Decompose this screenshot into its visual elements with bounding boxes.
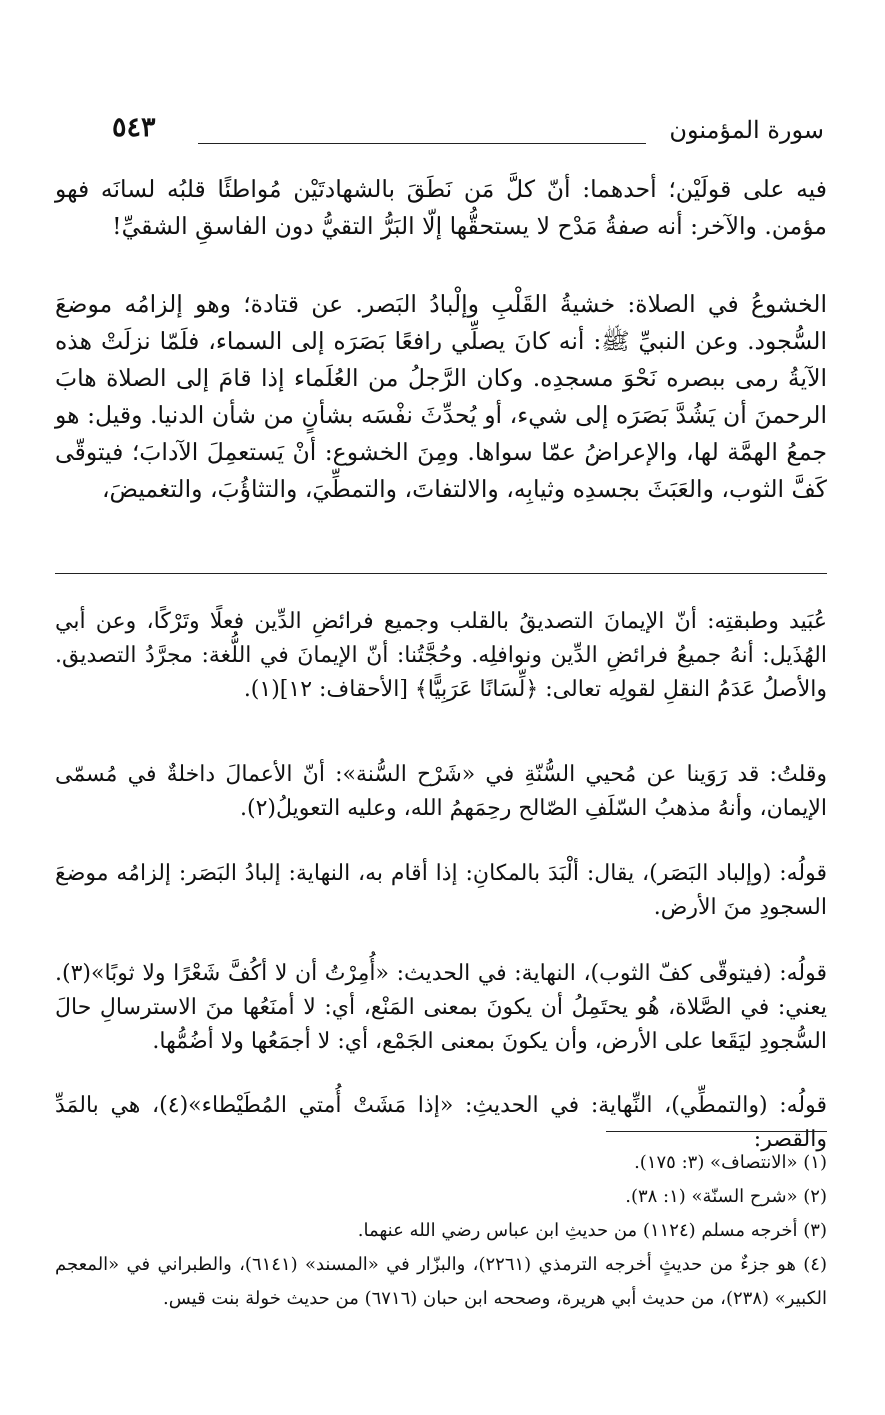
footnote-2: (٢) «شرح السنّة» (١: ٣٨). xyxy=(625,1186,827,1207)
main-text-2: الخشوعُ في الصلاة: خشيةُ القَلْبِ وإلْبادُ البَصر. عن قتادة؛ وهو إلزامُه موضعَ السُّجود. وعن النبيِّ ﷺ: أنه كانَ يصلِّي رافعًا بَصَرَه إلى السماء، فلَمّا نزلَتْ هذه الآيةُ رمى ببصره نَحْوَ مسجدِه. وكان الرَّجلُ من العُلَماء إذا قامَ إلى الصلاة هابَ الرحمنَ أن يَشُدَّ بَصَرَه إلى شيء، أو يُحدِّثَ نفْسَه بشأنٍ من شأن الدنيا. وقيل: هو جمعُ الهمَّة لها، والإعراضُ عمّا سواها. ومِنَ الخشوع: أنْ يَستعمِلَ الآدابَ؛ فيتوقّى كَفَّ الثوب، والعَبَثَ بجسدِه وثيابِه، والالتفاتَ، والتمطِّيَ، والتثاؤُبَ، والتغميضَ، xyxy=(55,290,827,503)
commentary-text-5: قولُه: (والتمطِّي)، النِّهاية: في الحديثِ: «إذا مَشَتْ أُمتي المُطَيْطاء»(٤)، هي بالمَدِّ والقصر: xyxy=(55,1093,828,1152)
footnotes xyxy=(55,1146,827,1316)
commentary-paragraph-1 xyxy=(55,583,827,729)
page-number: ٥٤٣ xyxy=(112,112,156,143)
commentary-paragraph-2 xyxy=(55,736,827,848)
commentary-text-3: قولُه: (وإلباد البَصَر)، يقال: ألْبَدَ بالمكانِ: إذا أقام به، النهاية: إلبادُ البَصَر: إلزامُه موضعَ السجودِ منَ الأرض. xyxy=(55,861,827,920)
commentary-text-1: عُبَيد وطبقتِه: أنّ الإيمانَ التصديقُ بالقلب وجميع فرائضِ الدِّين فعلًا وتَرْكًا، وعن أبي الهُذَيل: أنهُ جميعُ فرائضِ الدِّين ونوافلِه. وحُجَّتُنا: أنّ الإيمانَ في اللُّغة: مجرَّدُ التصديق. والأصلُ عَدَمُ النقلِ لقولِه تعالى: ﴿لِّسَانًا عَرَبِيًّا﴾ [الأحقاف: ١٢](١). xyxy=(55,609,827,702)
footnote-3: (٣) أخرجه مسلم (١١٢٤) من حديثِ ابن عباس رضي الله عنهما. xyxy=(357,1220,827,1241)
commentary-paragraph-3 xyxy=(55,835,827,947)
main-text-paragraph-1 xyxy=(55,171,827,245)
commentary-paragraph-4 xyxy=(55,935,827,1081)
commentary-text-4: قولُه: (فيتوقّى كفّ الثوب)، النهاية: في الحديث: «أُمِرْتُ أن لا أكُفَّ شَعْرًا ولا ثوبًا»(٣). يعني: في الصَّلاة، هُو يحتَمِلُ أن يكونَ بمعنى المَنْع، أي: لا أمنَعُها منَ الاسترسالِ حالَ السُّجودِ ليَقَعا على الأرض، وأن يكونَ بمعنى الجَمْع، أي: لا أجمَعُها ولا أضُمُّها. xyxy=(55,961,827,1054)
commentary-text-2: وقلتُ: قد رَوَينا عن مُحيي السُّنّةِ في «شَرْح السُّنة»: أنّ الأعمالَ داخلةٌ في مُسمّى الإيمان، وأنهُ مذهبُ السّلَفِ الصّالح رحِمَهمُ الله، وعليه التعويلُ(٢). xyxy=(55,762,827,821)
chapter-title: سورة المؤمنون xyxy=(669,116,824,144)
footnote-divider xyxy=(606,1131,827,1132)
page-header xyxy=(112,112,824,156)
header-rule xyxy=(198,143,646,144)
main-text-paragraph-2 xyxy=(55,286,827,508)
footnote-4: (٤) هو جزءٌ من حديثٍ أخرجه الترمذي (٢٢٦١)، والبزّار في «المسند» (٦١٤١)، والطبراني في «المعجم الكبير» (٢٣٨)، من حديث أبي هريرة، وصححه ابن حبان (٦٧١٦) من حديث خولة بنت قيس. xyxy=(55,1254,827,1309)
footnote-1: (١) «الانتصاف» (٣: ١٧٥). xyxy=(634,1152,827,1173)
main-text-1: فيه على قولَيْن؛ أحدهما: أنّ كلَّ مَن نَطَقَ بالشهادتَيْن مُواطئًا قلبُه لسانَه فهو مؤمن. والآخر: أنه صفةُ مَدْح لا يستحقُّها إلّا البَرُّ التقيُّ دون الفاسقِ الشقيِّ! xyxy=(55,175,827,240)
commentary-divider xyxy=(55,573,827,574)
